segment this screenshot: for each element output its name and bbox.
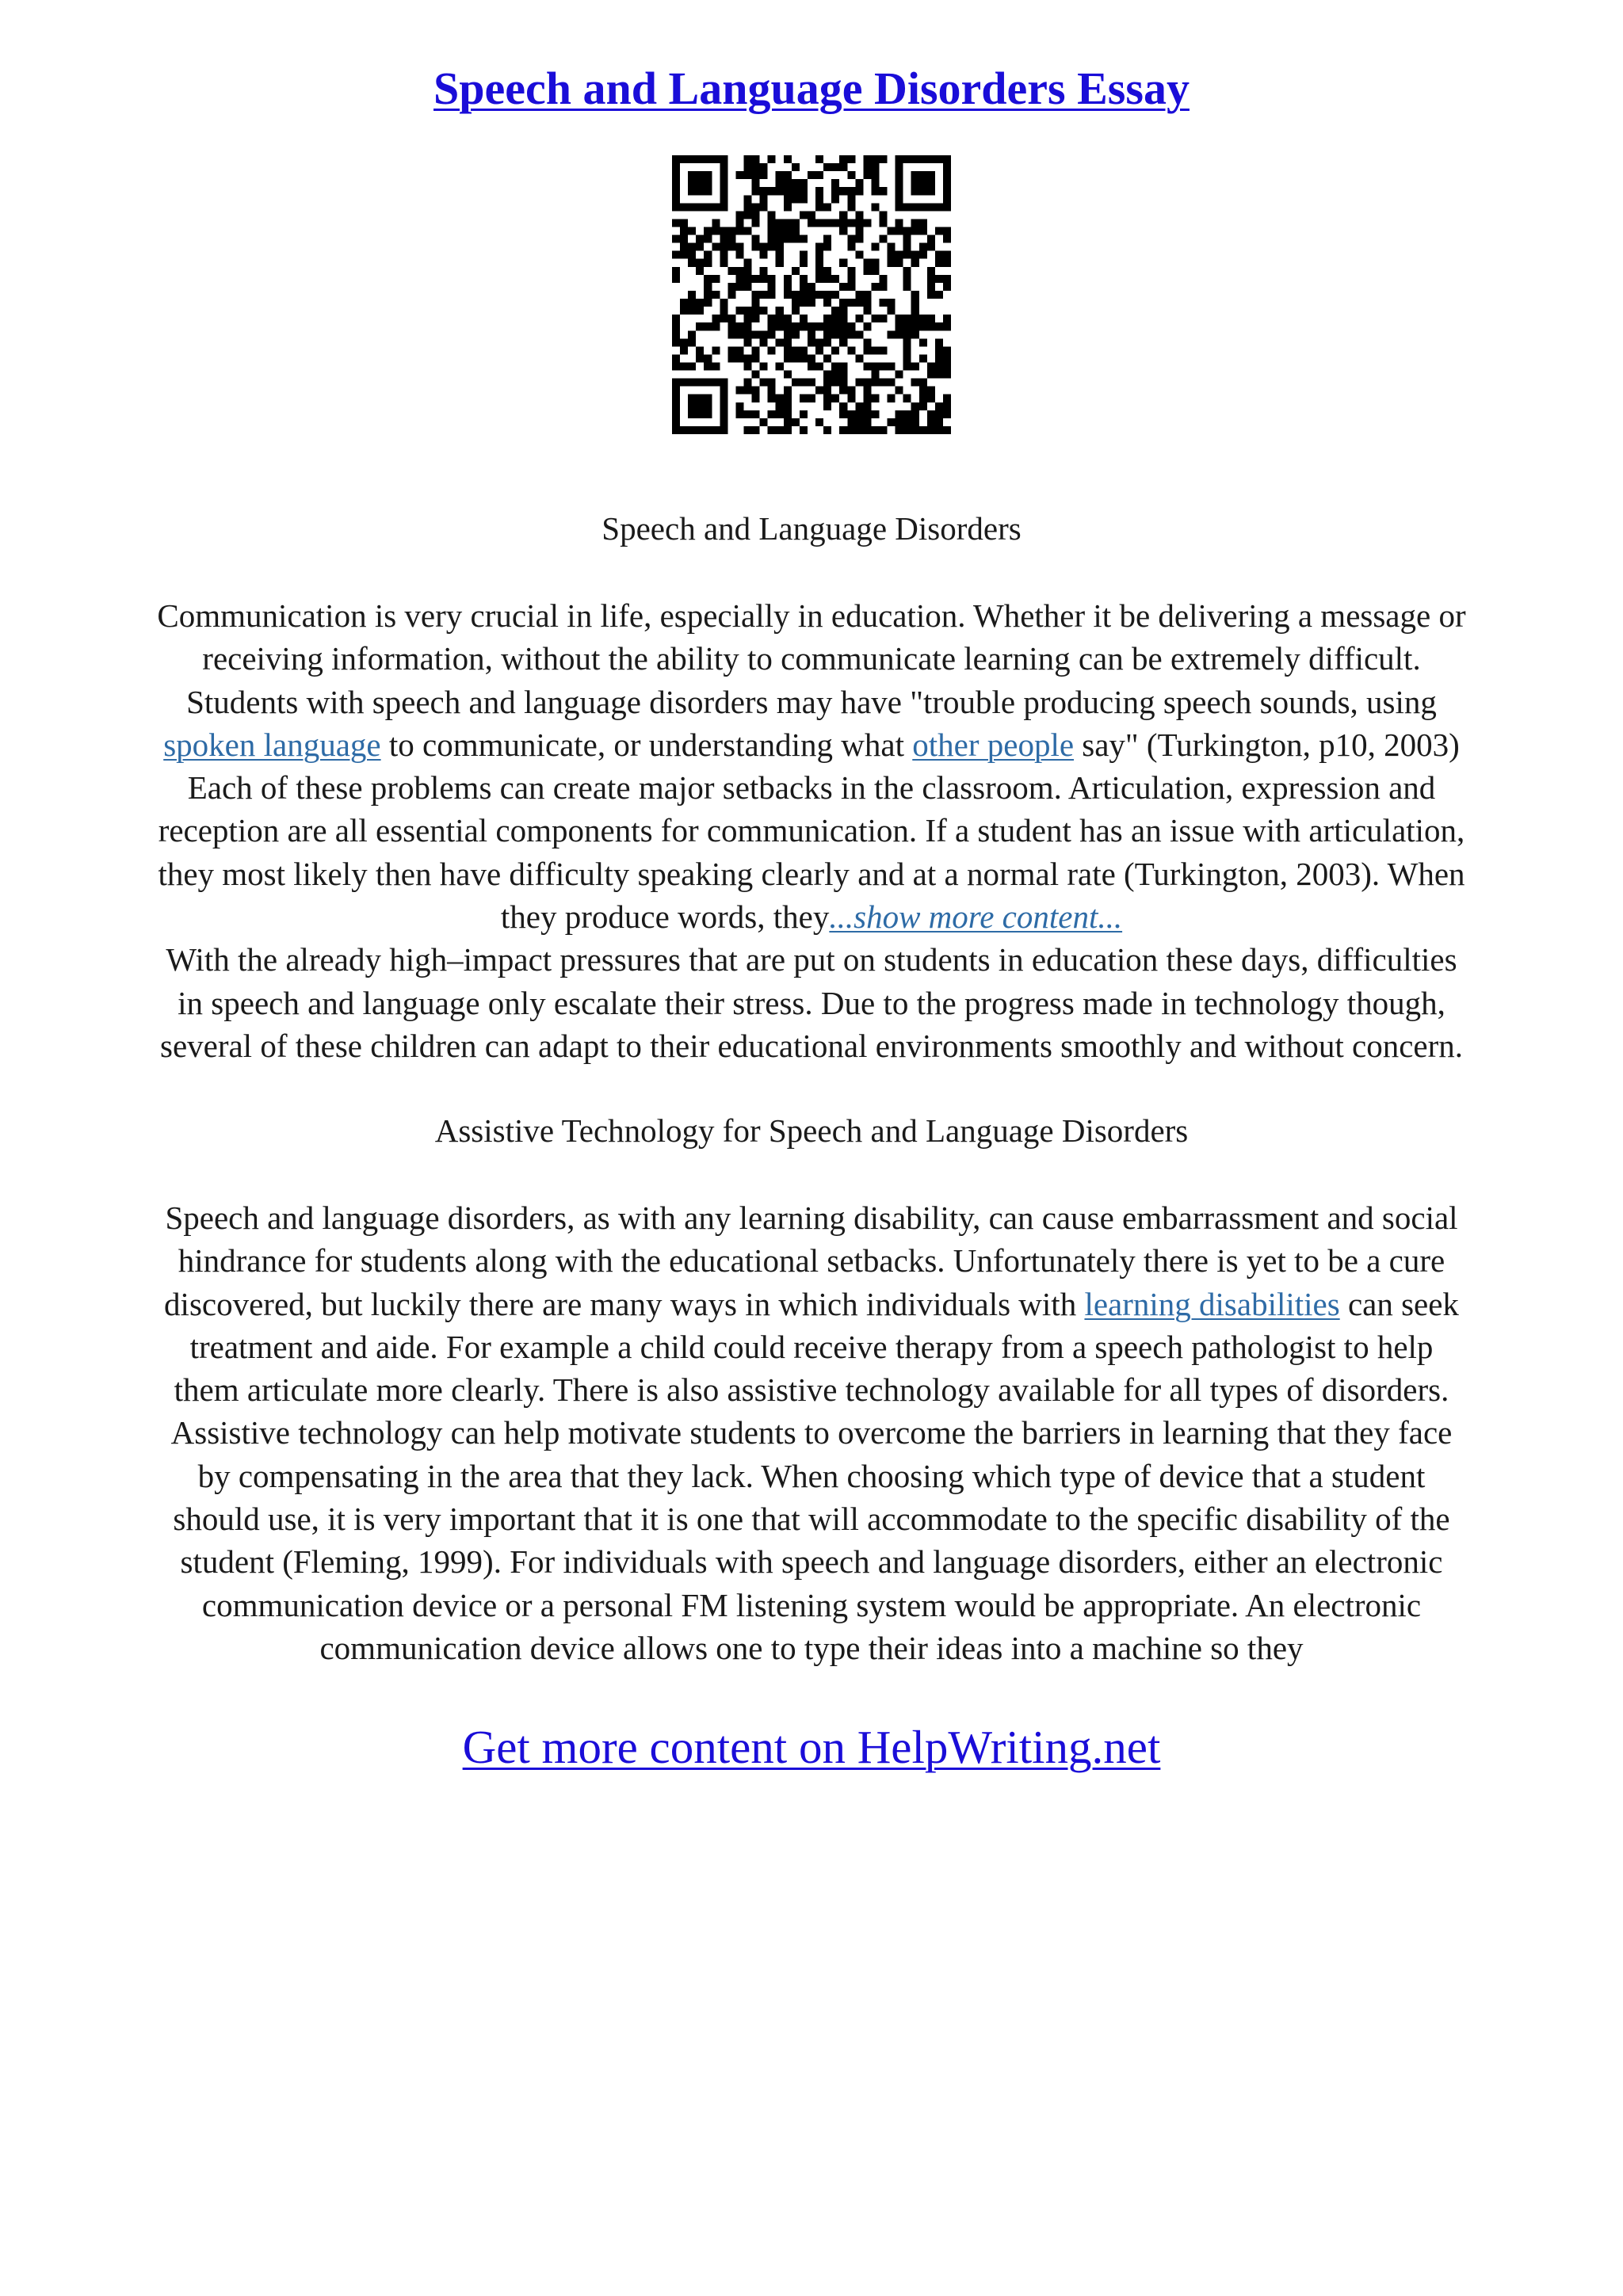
paragraph-line: hindrance for students along with the educational setbacks. Unfortunately there is yet to be a cure [178,1242,1445,1280]
qr-code-icon [672,155,951,434]
spoken-language-link[interactable]: spoken language [163,726,381,763]
paragraph-line: in speech and language only escalate their stress. Due to the progress made in technology though, [178,984,1445,1021]
paragraph-line: With the already high–impact pressures that are put on students in education these days, difficulties [166,941,1457,978]
title-link[interactable]: Speech and Language Disorders Essay [433,63,1190,114]
other-people-link[interactable]: other people [912,726,1075,763]
paragraph-line: communication device or a personal FM listening system would be appropriate. An electronic [201,1586,1422,1623]
paragraph-line: student (Fleming, 1999). For individuals with speech and language disorders, either an electronic [180,1543,1443,1581]
line-text: they produce words, they [500,898,830,936]
paragraph-line: reception are all essential components for communication. If a student has an issue with articulation, [158,812,1465,849]
paragraph-line: several of these children can adapt to their educational environments smoothly and without concern. [159,1027,1464,1064]
paragraph-line: should use, it is very important that it is one that will accommodate to the specific disability of the [173,1501,1450,1538]
paragraph-line [55,895,1568,938]
get-more-content-link[interactable]: Get more content on HelpWriting.net [462,1721,1161,1773]
learning-disabilities-link[interactable]: learning disabilities [1084,1285,1340,1322]
paragraph-line: Each of these problems can create major setbacks in the classroom. Articulation, expression and [187,769,1436,807]
line-text: to communicate, or understanding what [380,726,913,763]
footer [0,1718,1623,1776]
section1-paragraph [55,594,1568,1067]
line-text: discovered, but luckily there are many ways in which individuals with [164,1285,1085,1322]
paragraph-line: by compensating in the area that they lack. When choosing which type of device that a student [197,1457,1426,1494]
section-heading-assistive-technology: Assistive Technology for Speech and Language Disorders [434,1112,1189,1149]
paragraph-line: Communication is very crucial in life, especially in education. Whether it be delivering a message or [157,597,1466,634]
paragraph-line: communication device allows one to type their ideas into a machine so they [319,1629,1304,1666]
paragraph-line: they most likely then have difficulty speaking clearly and at a normal rate (Turkington, 2003). When [158,855,1465,892]
line-text: say" (Turkington, p10, 2003) [1074,726,1460,763]
section-heading-speech-language: Speech and Language Disorders [601,510,1022,547]
show-more-link[interactable]: ...show more content... [829,898,1123,936]
page-title [0,55,1623,122]
paragraph-line: them articulate more clearly. There is also assistive technology available for all types of disorders. [174,1371,1449,1409]
paragraph-line: Students with speech and language disorders may have "trouble producing speech sounds, using [186,683,1437,720]
line-text: can seek [1339,1285,1459,1322]
paragraph-line: receiving information, without the ability to communicate learning can be extremely difficult. [202,640,1421,677]
section2-paragraph [55,1196,1568,1669]
paragraph-line: Speech and language disorders, as with any learning disability, can cause embarrassment and social [165,1199,1458,1236]
paragraph-line [55,723,1568,766]
paragraph-line: Assistive technology can help motivate students to overcome the barriers in learning that they face [170,1414,1453,1451]
paragraph-line: treatment and aide. For example a child could receive therapy from a speech pathologist to help [189,1328,1434,1365]
paragraph-line [55,1283,1568,1325]
